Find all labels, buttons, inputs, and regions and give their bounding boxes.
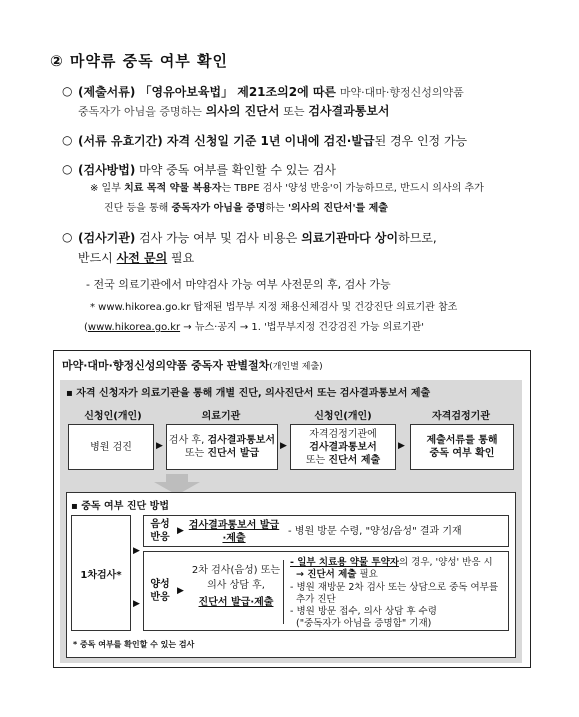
diagnosis-box: [66, 492, 516, 658]
diagnosis-title: ▪ 중독 여부 진단 방법: [71, 501, 169, 512]
negative-label: 음성 반응: [150, 519, 170, 543]
arrow-right-icon: ▶: [280, 441, 287, 451]
positive-label: 양성 반응: [150, 579, 170, 603]
positive-note-6: ("중독자가 아님을 증명함" 기재): [296, 618, 432, 629]
arrow-right-icon: ▶: [156, 441, 163, 451]
arrow-right-icon: ▶: [177, 586, 184, 596]
header-applicant-2: 신청인(개인): [314, 411, 372, 422]
web-note: * www.hikorea.go.kr 탑재된 법무부 지정 채용신체검사 및 건강진단 의료기관 참조: [90, 302, 458, 313]
item-documents-cont: 중독자가 아님을 증명하는 의사의 진단서 또는 검사결과통보서: [78, 104, 390, 118]
hikorea-link[interactable]: www.hikorea.go.kr: [87, 322, 181, 333]
step-submit: 자격검정기관에 검사결과통보서 또는 진단서 제출: [290, 424, 396, 470]
positive-note-4: 추가 진단: [296, 594, 336, 605]
positive-action: 2차 검사(음성) 또는 의사 상담 후, 진단서 발급·제출: [188, 560, 284, 624]
item-institution-cont: 반드시 사전 문의 필요: [78, 251, 195, 265]
positive-note-3: - 병원 재방문 2차 검사 또는 상담으로 중독 여부를: [290, 582, 498, 593]
note-treatment-cont: 진단 등을 통해 중독자가 아님을 증명하는 '의사의 진단서'를 제출: [104, 203, 388, 214]
first-test-label: 1차검사*: [71, 515, 131, 631]
panel-title: 마약·대마·향정신성의약품 중독자 판별절차(개인별 제출): [62, 359, 323, 372]
item-method: (검사방법) 마약 중독 여부를 확인할 수 있는 검사: [78, 163, 336, 177]
header-hospital: 의료기관: [201, 411, 241, 422]
header-agency: 자격검정기관: [432, 411, 490, 422]
positive-row: [143, 551, 509, 631]
dash-note: - 전국 의료기관에서 마약검사 가능 여부 사전문의 후, 검사 가능: [86, 278, 391, 291]
positive-note-2: → 진단서 제출 필요: [296, 569, 378, 580]
step-verify: 제출서류를 통해 중독 여부 확인: [410, 424, 514, 470]
step-hospital-exam: 병원 검진: [68, 424, 154, 470]
negative-action: 검사결과통보서 발급·제출: [188, 520, 280, 544]
arrow-right-icon: ▶: [133, 546, 140, 556]
arrow-right-icon: ▶: [177, 526, 184, 536]
header-applicant: 신청인(개인): [84, 411, 142, 422]
positive-note-5: - 병원 방문 접수, 의사 상담 후 수령: [290, 606, 437, 617]
negative-note: - 병원 방문 수령, "양성/음성" 결과 기재: [288, 526, 462, 537]
procedure-inner: [60, 380, 522, 663]
web-path: (www.hikorea.go.kr → 뉴스·공지 → 1. '법무부지정 건강검진 가능 의료기관': [84, 322, 425, 333]
step-issue: 검사 후, 검사결과통보서 또는 진단서 발급: [166, 424, 278, 470]
flow-title: ▪ 자격 신청자가 의료기관을 통해 개별 진단, 의사진단서 또는 검사결과통보서 제출: [66, 388, 431, 399]
arrow-right-icon: ▶: [133, 599, 140, 609]
item-institution: (검사기관) 검사 가능 여부 및 검사 비용은 의료기관마다 상이하므로,: [78, 231, 437, 245]
item-documents: (제출서류) 「영유아보육법」 제21조의2에 따른 마약·대마·향정신성의약품: [78, 85, 464, 99]
bullet-circle: ○: [62, 162, 73, 176]
footnote: * 중독 여부를 확인할 수 있는 검사: [73, 640, 195, 649]
bullet-circle: ○: [62, 230, 73, 244]
procedure-panel: [53, 350, 531, 668]
arrow-right-icon: ▶: [398, 441, 405, 451]
bullet-circle: ○: [62, 84, 73, 98]
note-treatment: ※ 일부 치료 목적 약물 복용자는 TBPE 검사 '양성 반응'이 가능하므로, 반드시 의사의 추가: [90, 183, 484, 194]
positive-note-1: - 일부 치료용 약물 투약자의 경우, '양성' 반응 시: [290, 557, 493, 568]
section-heading: ② 마약류 중독 여부 확인: [50, 52, 228, 70]
bullet-circle: ○: [62, 133, 73, 147]
item-validity: (서류 유효기간) 자격 신청일 기준 1년 이내에 검진·발급된 경우 인정 가능: [78, 134, 468, 148]
negative-row: [143, 515, 509, 547]
